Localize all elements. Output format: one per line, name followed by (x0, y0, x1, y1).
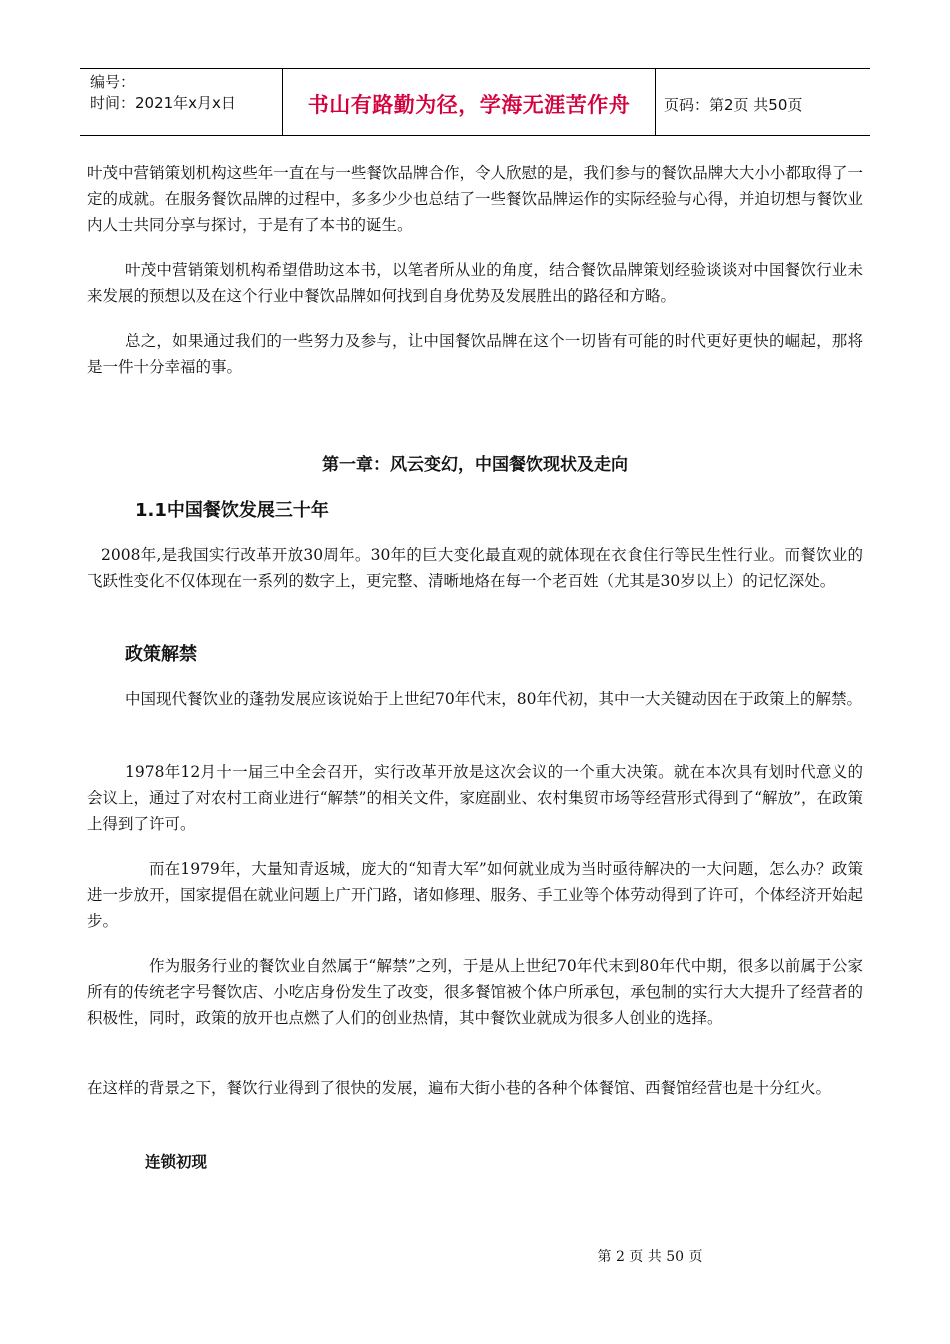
policy-paragraph-2: 1978年12月十一届三中全会召开，实行改革开放是这次会议的一个重大决策。就在本次具有划时代意义的会议上，通过了对农村工商业进行“解禁”的相关文件，家庭副业、农村集贸市场等经营形式得到了“解放”，在政策上得到了许可。 (87, 763, 863, 833)
intro-paragraph-3-block (87, 328, 863, 380)
section-title: 1.1中国餐饮发展三十年 (135, 500, 329, 521)
section-paragraph-block (87, 542, 863, 594)
policy-paragraph-1: 中国现代餐饮业的蓬勃发展应该说始于上世纪70年代末，80年代初，其中一大关键动因在于政策上的解禁。 (125, 690, 862, 708)
policy-heading: 政策解禁 (125, 644, 197, 665)
policy-paragraph-2-block (87, 759, 863, 837)
header-motto-cell (282, 69, 656, 135)
section-paragraph-1: 2008年,是我国实行改革开放30周年。30年的巨大变化最直观的就体现在衣食住行等民生性行业。而餐饮业的飞跃性变化不仅体现在一系列的数字上，更完整、清晰地烙在每一个老百姓（尤其是30岁以上）的记忆深处。 (87, 546, 863, 590)
policy-paragraph-4: 作为服务行业的餐饮业自然属于“解禁”之列，于是从上世纪70年代末到80年代中期，很多以前属于公家所有的传统老字号餐饮店、小吃店身份发生了改变，很多餐馆被个体户所承包，承包制的实行大大提升了经营者的积极性，同时，政策的放开也点燃了人们的创业热情，其中餐饮业就成为很多人创业的选择。 (87, 957, 863, 1027)
document-time-label: 时间：2021年x月x日 (90, 94, 236, 112)
intro-paragraph-1: 叶茂中营销策划机构这些年一直在与一些餐饮品牌合作，令人欣慰的是，我们参与的餐饮品牌大大小小都取得了一定的成就。在服务餐饮品牌的过程中，多多少少也总结了一些餐饮品牌运作的实际经验与心得，并迫切想与餐饮业内人士共同分享与探讨，于是有了本书的诞生。 (87, 164, 863, 234)
page-footer (0, 1246, 950, 1266)
policy-paragraph-3-block (87, 856, 863, 934)
document-number-label: 编号： (90, 73, 136, 91)
policy-paragraph-1-block (87, 686, 863, 712)
policy-paragraph-4-block (87, 953, 863, 1031)
header-page-cell (656, 69, 870, 135)
header-meta-cell (80, 69, 282, 135)
page-header-table (80, 68, 870, 136)
header-motto: 书山有路勤为径，学海无涯苦作舟 (307, 93, 631, 117)
intro-paragraph-3: 总之，如果通过我们的一些努力及参与，让中国餐饮品牌在这个一切皆有可能的时代更好更快的崛起，那将是一件十分幸福的事。 (87, 332, 863, 376)
header-page-label: 页码：第2页 共50页 (664, 95, 803, 114)
intro-paragraph-2-block (87, 257, 863, 309)
policy-paragraph-3: 而在1979年，大量知青返城，庞大的“知青大军”如何就业成为当时亟待解决的一大问题，怎么办？政策进一步放开，国家提倡在就业问题上广开门路，诸如修理、服务、手工业等个体劳动得到了许可，个体经济开始起步。 (87, 860, 863, 930)
footer-page-number: 第 2 页 共 50 页 (597, 1249, 703, 1265)
policy-paragraph-5: 在这样的背景之下，餐饮行业得到了很快的发展，遍布大街小巷的各种个体餐馆、西餐馆经营也是十分红火。 (87, 1079, 832, 1097)
policy-paragraph-5-block (87, 1075, 863, 1101)
chain-heading: 连锁初现 (145, 1153, 208, 1171)
intro-paragraph-2: 叶茂中营销策划机构希望借助这本书，以笔者所从业的角度，结合餐饮品牌策划经验谈谈对中国餐饮行业未来发展的预想以及在这个行业中餐饮品牌如何找到自身优势及发展胜出的路径和方略。 (87, 261, 863, 305)
intro-paragraph-1-block (87, 160, 863, 238)
chapter-title: 第一章：风云变幻，中国餐饮现状及走向 (322, 455, 628, 475)
